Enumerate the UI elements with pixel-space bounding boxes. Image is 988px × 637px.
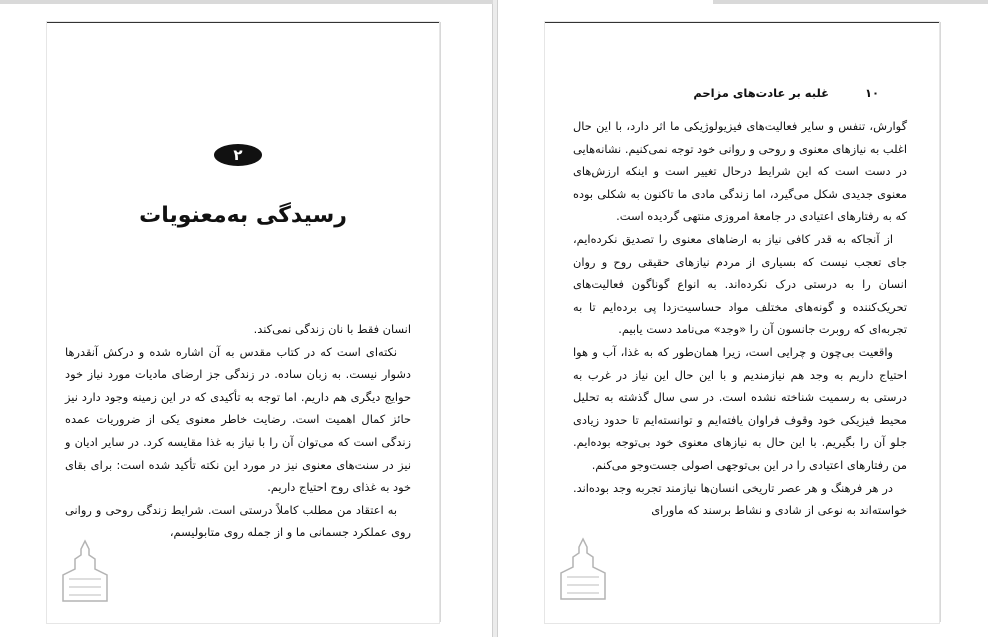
page-number: ۱۰ — [864, 86, 879, 100]
book-page-left — [47, 22, 439, 623]
paragraph: نکته‌ای است که در کتاب مقدس به آن اشاره شده و درکش آنقدرها دشوار نیست. به زبان ساده. در زندگی جز ارضای مادیات مورد نیاز خود حوایج دیگری هم داریم. اما توجه به تأکیدی که در این زمینه وجود دارد نیز حائز کمال اهمیت است. رضایت خاطر معنوی یکی از ضروریات عمده زندگی است که می‌توان آن را با نیاز به غذا مقایسه کرد. در سایر ادیان و نیز در سنت‌های معنوی نیز در مورد این نکته تأکید شده است: برای بقای خود به غذای روح احتیاج داریم. — [65, 344, 411, 495]
page-body-text — [573, 115, 907, 522]
library-stamp-icon — [553, 537, 613, 603]
scroll-indicator — [713, 0, 988, 4]
paragraph: در هر فرهنگ و هر عصر تاریخی انسان‌ها نیازمند تجربه وجد بوده‌اند. خواسته‌اند به نوعی از شادی و نشاط برسند که ماورای — [573, 480, 907, 518]
paragraph: گوارش، تنفس و سایر فعالیت‌های فیزیولوژیکی ما اثر دارد، با این حال اغلب به نیازهای معنوی و روحی و روانی خود توجه نمی‌کنیم. نشانه‌هایی در دست است که این شرایط درحال تغییر است و اینکه ارزش‌های معنوی جدیدی شکل می‌گیرد، اما زندگی مادی ما تاکنون به شکلی بوده که به رفتارهای اعتیادی در جامعهٔ امروزی منتهی گردیده است. — [573, 119, 907, 224]
running-title: غلبه بر عادت‌های مزاحم — [693, 86, 829, 100]
paragraph: از آنجاکه به قدر کافی نیاز به ارضاهای معنوی را تصدیق نکرده‌ایم، جای تعجب نیست که بسیاری از مردم نیازهای حقیقی روح و روان انسان را به درستی درک نکرده‌اند. به انواع گوناگون فعالیت‌های تحریک‌کننده و گونه‌های مختلف مواد حساسیت‌زدا پی برده‌ایم تا به تجربه‌ای که روبرت جانسون آن را «وجد» می‌نامد دست یابیم. — [573, 231, 907, 337]
chapter-number-badge: ۲ — [214, 144, 262, 166]
paragraph: انسان فقط با نان زندگی نمی‌کند. — [253, 322, 411, 336]
library-stamp-icon — [55, 539, 115, 605]
chapter-title: رسیدگی به‌معنویات — [139, 203, 347, 228]
paragraph: به اعتقاد من مطلب کاملاً درستی است. شرایط زندگی روحی و روانی روی عملکرد جسمانی ما و از جمله روی متابولیسم، — [65, 502, 411, 540]
scroll-indicator — [0, 0, 493, 4]
page-body-text — [65, 318, 411, 544]
book-page-right — [545, 22, 939, 623]
paragraph: واقعیت بی‌چون و چرایی است، زیرا همان‌طور که به غذا، آب و هوا احتیاج داریم به وجد هم نیازمندیم و با این حال این نیاز در غرب به درستی به رسمیت شناخته نشده است. در سی سال گذشته به تحلیل محیط فیزیکی خود وقوف فراوان یافته‌ایم و توانسته‌ایم تا حدود زیادی جلو آن را بگیریم. با این حال به نیازهای معنوی خود بی‌توجه بوده‌ایم. من رفتارهای اعتیادی را در این بی‌توجهی اصولی جست‌وجو می‌کنم. — [573, 344, 907, 472]
